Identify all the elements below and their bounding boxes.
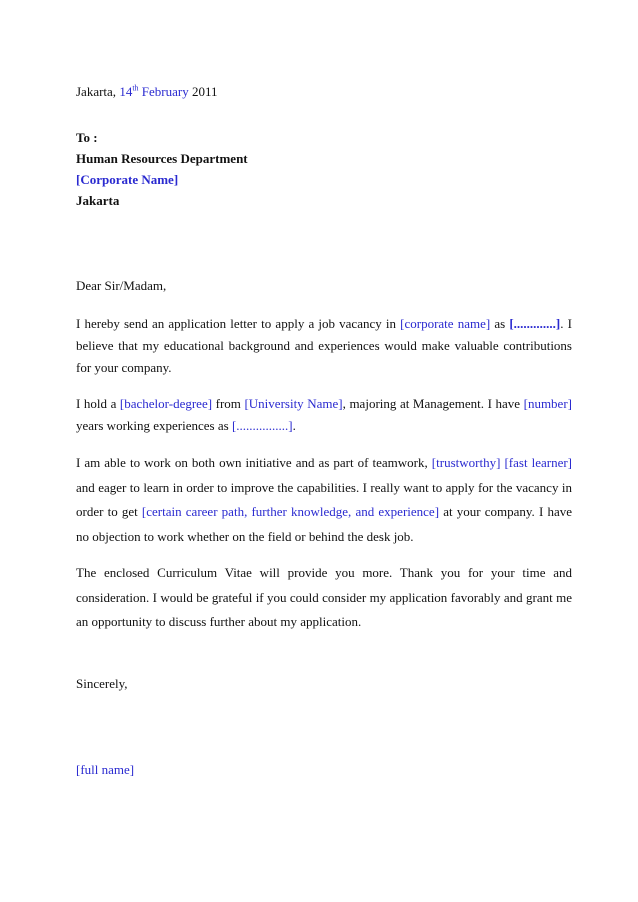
p2-text-5: . [292, 418, 296, 433]
signature-placeholder: [full name] [76, 762, 135, 777]
p1-text-1: I hereby send an application letter to apply a job vacancy in [76, 316, 401, 331]
date-year: 2011 [191, 84, 218, 99]
date-day: 14 [119, 84, 133, 99]
date-line [76, 84, 572, 100]
p2-university-placeholder: [University Name] [244, 396, 343, 411]
date-day-month [119, 84, 188, 99]
recipient-corporate-name: [Corporate Name] [76, 172, 179, 187]
to-label: To : [76, 130, 98, 145]
paragraph-1 [76, 313, 572, 379]
p3-trait-1-placeholder: [trustworthy] [431, 455, 501, 470]
p3-text-1: I am able to work on both own initiative and as part of teamwork, [76, 455, 432, 470]
closing: Sincerely, [76, 676, 128, 691]
p3-text-4: at your company. I have no objection to work whether on the field or behind the desk job. [76, 504, 572, 544]
p1-corporate-placeholder: [corporate name] [400, 316, 491, 331]
p1-text-2: as [490, 316, 510, 331]
p2-degree-placeholder: [bachelor-degree] [119, 396, 213, 411]
p1-position-placeholder: [.............] [509, 316, 561, 331]
recipient-city: Jakarta [76, 193, 120, 208]
p2-experience-placeholder: [................] [231, 418, 293, 433]
p2-text-4: years working experiences as [76, 418, 232, 433]
p3-text-3: and eager to learn in order to improve the capabilities. I really want to apply for the vacancy in order to get [76, 479, 572, 519]
p2-text-3: , majoring at Management. I have [342, 396, 524, 411]
paragraph-3 [76, 451, 572, 549]
p2-number-placeholder: [number] [523, 396, 572, 411]
recipient-block [76, 127, 572, 211]
p2-text-1: I hold a [76, 396, 120, 411]
salutation: Dear Sir/Madam, [76, 278, 167, 293]
p2-text-2: from [212, 396, 245, 411]
recipient-department: Human Resources Department [76, 151, 248, 166]
p3-goal-placeholder: [certain career path, further knowledge, and experience] [141, 504, 440, 519]
date-city: Jakarta, [76, 84, 117, 99]
p1-text-3: . I believe that my educational background and experiences would make valuable contributions for your company. [76, 316, 572, 375]
p3-trait-2-placeholder: [fast learner] [504, 455, 572, 470]
date-day-suffix: th [132, 83, 139, 93]
paragraph-2 [76, 393, 572, 437]
paragraph-4: The enclosed Curriculum Vitae will provide you more. Thank you for your time and consideration. I would be grateful if you could consider my application favorably and grant me an opportunity to discuss further about my application. [76, 565, 572, 629]
date-month: February [141, 84, 189, 99]
